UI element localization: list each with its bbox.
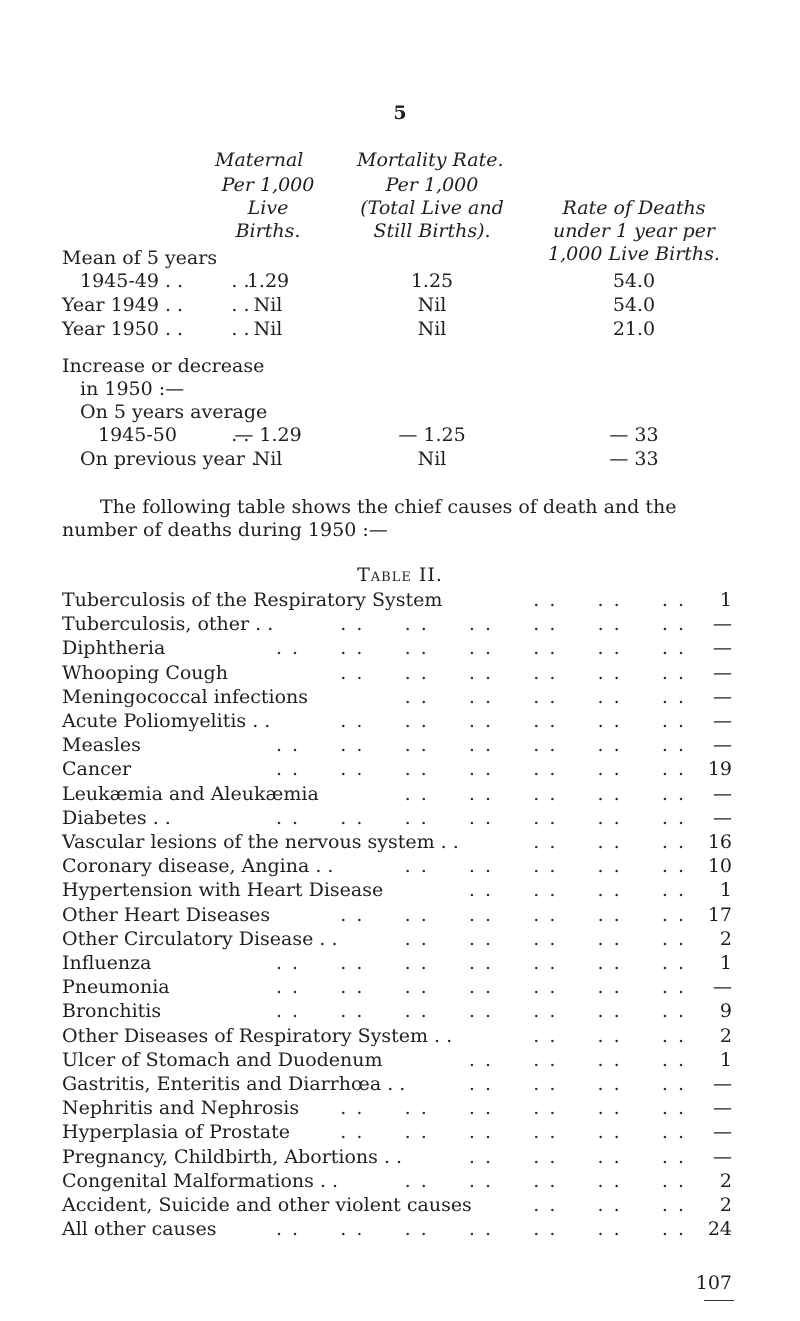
cause-count: — — [713, 613, 732, 636]
cause-count: 1 — [719, 1048, 732, 1071]
cause-row — [62, 807, 732, 829]
cause-count: — — [713, 782, 732, 805]
cause-count: — — [713, 1097, 732, 1120]
cause-name: Pregnancy, Childbirth, Abortions . . — [62, 1145, 403, 1168]
infant-death-rate: 21.0 — [612, 318, 656, 340]
cause-count: 10 — [707, 855, 732, 878]
row-label: Increase or decrease — [62, 355, 265, 377]
leader-dots: . . . . . . . . . . . . — [340, 1121, 686, 1144]
cause-row — [62, 1121, 732, 1143]
cause-count: 9 — [719, 1000, 732, 1023]
row-label: Mean of 5 years — [62, 247, 218, 269]
row-label: in 1950 :— — [80, 378, 185, 400]
cause-name: Pneumonia — [62, 976, 170, 999]
leader-dots: . . . . . . . . — [468, 1048, 686, 1071]
intro-paragraph-line1: The following table shows the chief causes of death and the — [100, 496, 677, 518]
cause-name: Other Circulatory Disease . . — [62, 927, 338, 950]
maternal-rate-total: Nil — [417, 318, 447, 340]
leader-dots: . . . . . . . . — [468, 1145, 686, 1168]
cause-name: Whooping Cough — [62, 661, 228, 684]
leader-dots: . . . . . . . . — [468, 879, 686, 902]
cause-row — [62, 662, 732, 684]
cause-row — [62, 1218, 732, 1240]
cause-row — [62, 734, 732, 756]
cause-count: — — [713, 976, 732, 999]
col3-header-line3: 1,000 Live Births. — [548, 243, 720, 265]
leader-dots: . . . . . . . . . . . . . . — [275, 806, 686, 829]
total-underline — [704, 1300, 734, 1301]
maternal-rate-total: 1.25 — [410, 270, 454, 292]
cause-row — [62, 1073, 732, 1095]
cause-row — [62, 1194, 732, 1216]
cause-count: — — [713, 1121, 732, 1144]
cause-count: 2 — [719, 1194, 732, 1216]
cause-name: Tuberculosis of the Respiratory System — [62, 589, 443, 611]
leader-dots: . . . . . . . . — [468, 1073, 686, 1095]
col3-header-line2: under 1 year per — [552, 220, 716, 242]
infant-death-rate: 54.0 — [612, 270, 656, 292]
cause-row — [62, 758, 732, 780]
group-title-left: Maternal — [215, 149, 304, 171]
cause-count: — — [713, 710, 732, 732]
cause-count: 19 — [707, 758, 732, 781]
leader-dots: . . . . . . — [533, 1024, 686, 1047]
cause-name: Diabetes . . — [62, 806, 171, 829]
cause-row — [62, 976, 732, 998]
cause-count: 16 — [707, 831, 732, 853]
cause-row — [62, 1146, 732, 1168]
col2-header-line1: Per 1,000 — [385, 174, 479, 196]
maternal-rate-live: Nil — [253, 448, 283, 470]
cause-name: Bronchitis — [62, 1000, 162, 1023]
cause-count: — — [713, 661, 732, 684]
cause-count: 1 — [719, 589, 732, 611]
leader-dots: . . . . . . . . . . . . — [340, 903, 686, 926]
maternal-rate-live: — 1.29 — [234, 424, 302, 446]
cause-row — [62, 1170, 732, 1192]
leader-dots: . . . . . . . . . . — [404, 855, 686, 878]
cause-name: Cancer — [62, 758, 132, 781]
cause-name: Congenital Malformations . . — [62, 1169, 339, 1192]
cause-count: 1 — [719, 879, 732, 902]
col2-header-line2: (Total Live and — [360, 197, 504, 219]
cause-row — [62, 710, 732, 732]
maternal-rate-live: 1.29 — [246, 270, 290, 292]
cause-count: — — [713, 1145, 732, 1168]
cause-count: — — [713, 637, 732, 660]
row-label: 1945-49 . . . . — [80, 270, 250, 292]
leader-dots: . . . . . . . . . . . . . . — [275, 758, 686, 781]
cause-row — [62, 1097, 732, 1119]
cause-name: Meningococcal infections — [62, 685, 309, 708]
leader-dots: . . . . . . . . . . — [404, 927, 686, 950]
cause-row — [62, 831, 732, 853]
maternal-rate-total: — 1.25 — [398, 424, 466, 446]
leader-dots: . . . . . . — [533, 831, 686, 853]
cause-count: 1 — [719, 952, 732, 974]
cause-name: Vascular lesions of the nervous system . . — [62, 831, 459, 853]
cause-name: Hypertension with Heart Disease — [62, 879, 384, 902]
infant-death-rate: 54.0 — [612, 294, 656, 316]
leader-dots: . . . . . . . . . . — [404, 685, 686, 708]
row-label: On 5 years average — [80, 401, 268, 423]
cause-name: Accident, Suicide and other violent causes — [62, 1194, 472, 1216]
cause-name: Gastritis, Enteritis and Diarrhœa . . — [62, 1073, 406, 1095]
row-label: Year 1949 . . . . — [62, 294, 250, 316]
maternal-rate-total: Nil — [417, 294, 447, 316]
leader-dots: . . . . . . . . . . . . — [340, 613, 686, 636]
cause-row — [62, 1000, 732, 1022]
cause-name: All other causes — [62, 1218, 217, 1241]
total-deaths: 107 — [695, 1272, 732, 1294]
page-number: 5 — [393, 102, 407, 124]
cause-row — [62, 637, 732, 659]
leader-dots: . . . . . . . . . . . . . . — [275, 1000, 686, 1023]
cause-count: — — [713, 806, 732, 829]
leader-dots: . . . . . . . . . . . . — [340, 710, 686, 732]
cause-name: Ulcer of Stomach and Duodenum — [62, 1048, 383, 1071]
cause-row — [62, 904, 732, 926]
leader-dots: . . . . . . — [533, 589, 686, 611]
cause-row — [62, 589, 732, 611]
cause-count: 24 — [707, 1218, 732, 1241]
leader-dots: . . . . . . . . . . . . . . — [275, 1218, 686, 1241]
leader-dots: . . . . . . . . . . . . . . — [275, 637, 686, 660]
col1-header-line1: Per 1,000 — [221, 174, 315, 196]
row-label: Year 1950 . . . . — [62, 318, 250, 340]
cause-count: 2 — [719, 1024, 732, 1047]
col1-header-line3: Births. — [235, 220, 301, 242]
cause-count: — — [713, 734, 732, 757]
leader-dots: . . . . . . . . . . — [404, 1169, 686, 1192]
cause-row — [62, 613, 732, 635]
cause-name: Diphtheria — [62, 637, 166, 660]
maternal-rate-live: Nil — [253, 294, 283, 316]
leader-dots: . . . . . . . . . . . . . . — [275, 976, 686, 999]
cause-name: Influenza — [62, 952, 152, 974]
cause-row — [62, 1025, 732, 1047]
col1-header-line2: Live — [247, 197, 289, 219]
cause-count: — — [713, 685, 732, 708]
leader-dots: . . . . . . . . . . . . — [340, 1097, 686, 1120]
cause-row — [62, 879, 732, 901]
col3-header-line1: Rate of Deaths — [562, 197, 706, 219]
cause-name: Nephritis and Nephrosis — [62, 1097, 300, 1120]
maternal-rate-total: Nil — [417, 448, 447, 470]
cause-name: Coronary disease, Angina . . — [62, 855, 334, 878]
table-title: Table II. — [357, 564, 443, 586]
cause-row — [62, 928, 732, 950]
intro-paragraph-line2: number of deaths during 1950 :— — [62, 519, 388, 541]
group-title-right: Mortality Rate. — [357, 149, 504, 171]
cause-count: — — [713, 1073, 732, 1095]
cause-count: 2 — [719, 927, 732, 950]
cause-row — [62, 952, 732, 974]
maternal-rate-live: Nil — [253, 318, 283, 340]
row-label: 1945-50 . . — [98, 424, 250, 446]
leader-dots: . . . . . . . . . . — [404, 782, 686, 805]
infant-death-rate: — 33 — [609, 424, 659, 446]
col2-header-line3: Still Births). — [373, 220, 491, 242]
leader-dots: . . . . . . . . . . . . — [340, 661, 686, 684]
row-label: On previous year . — [80, 448, 258, 470]
cause-name: Leukæmia and Aleukæmia — [62, 782, 319, 805]
cause-name: Hyperplasia of Prostate — [62, 1121, 290, 1144]
cause-name: Measles — [62, 734, 141, 757]
cause-row — [62, 855, 732, 877]
cause-row — [62, 783, 732, 805]
cause-name: Other Diseases of Respiratory System . . — [62, 1024, 453, 1047]
cause-row — [62, 686, 732, 708]
leader-dots: . . . . . . . . . . . . . . — [275, 734, 686, 757]
cause-count: 17 — [707, 903, 732, 926]
leader-dots: . . . . . . — [533, 1194, 686, 1216]
cause-name: Other Heart Diseases — [62, 903, 271, 926]
cause-row — [62, 1049, 732, 1071]
cause-name: Tuberculosis, other . . — [62, 613, 274, 636]
cause-count: 2 — [719, 1169, 732, 1192]
cause-name: Acute Poliomyelitis . . — [62, 710, 271, 732]
leader-dots: . . . . . . . . . . . . . . — [275, 952, 686, 974]
infant-death-rate: — 33 — [609, 448, 659, 470]
